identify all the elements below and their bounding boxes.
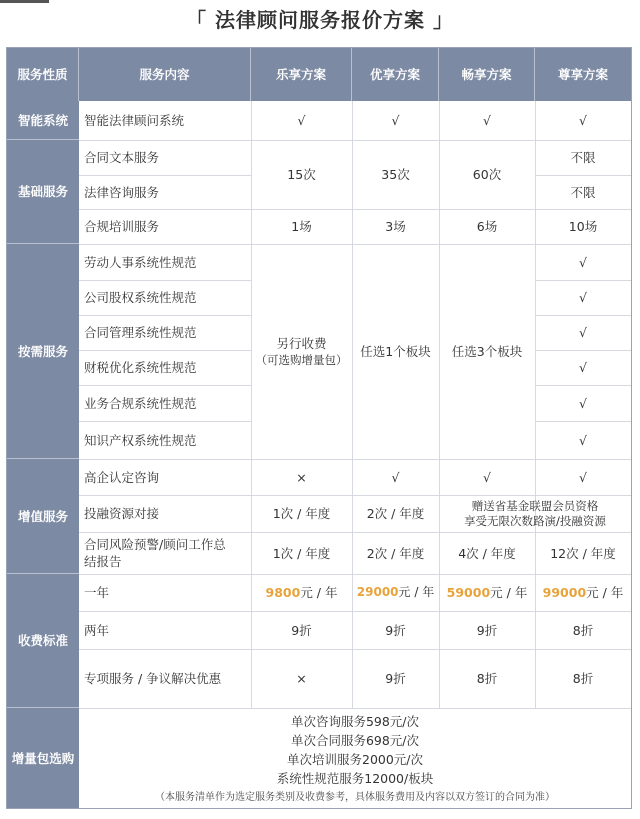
train-le: 1场 — [291, 219, 312, 234]
header-le: 乐享方案 — [251, 48, 352, 101]
ondemand-le — [251, 244, 352, 459]
service-hightech: 高企认定咨询 — [84, 469, 160, 485]
price-unit: 元 / 年 — [490, 585, 528, 600]
financing-le: 1次 / 年度 — [272, 506, 331, 521]
check-mark: √ — [579, 254, 587, 270]
check-mark: √ — [391, 113, 400, 128]
financing-merged-line2: 享受无限次数路演/投融资源 — [464, 513, 606, 528]
price-chang — [439, 574, 535, 611]
train-zun: 10场 — [568, 219, 598, 234]
two-year-you: 9折 — [385, 622, 406, 638]
two-year-le: 9折 — [291, 622, 312, 638]
risk-le: 1次 / 年度 — [272, 545, 331, 561]
check-mark: √ — [579, 469, 587, 485]
package-item: 单次培训服务2000元/次 — [286, 752, 424, 767]
price-you — [352, 574, 439, 611]
package-item: 单次合同服务698元/次 — [290, 733, 420, 748]
package-item: 系统性规范服务12000/板块 — [276, 771, 434, 786]
ondemand-le-line2: （可选购增量包） — [255, 352, 348, 367]
train-you: 3场 — [385, 219, 406, 234]
price-unit: 元 / 年 — [398, 585, 435, 599]
special-chang: 8折 — [476, 671, 498, 686]
header-content: 服务内容 — [79, 48, 251, 101]
service-contract-text: 合同文本服务 — [84, 150, 160, 165]
check-mark: √ — [579, 290, 587, 305]
ondemand-chang: 任选3个板块 — [451, 344, 523, 359]
train-chang: 6场 — [476, 219, 498, 234]
two-year-chang: 9折 — [476, 622, 498, 638]
package-item: 单次咨询服务598元/次 — [290, 714, 420, 729]
fee-one-year: 一年 — [84, 585, 110, 600]
service-smart-system: 智能法律顾问系统 — [84, 113, 185, 128]
category-value: 增值服务 — [7, 459, 79, 574]
price-unit: 元 / 年 — [586, 585, 624, 600]
risk-zun: 12次 / 年度 — [550, 545, 616, 561]
consult-quota-zun: 不限 — [570, 184, 596, 200]
service-tax: 财税优化系统性规范 — [84, 360, 197, 375]
check-mark: √ — [297, 113, 306, 128]
contract-quota-le: 15次 — [287, 167, 316, 182]
financing-merged — [439, 495, 631, 532]
two-year-zun: 8折 — [572, 622, 594, 638]
fee-two-year: 两年 — [84, 622, 110, 638]
check-mark: √ — [579, 360, 587, 375]
category-smart: 智能系统 — [7, 101, 79, 140]
category-fee: 收费标准 — [7, 574, 79, 708]
price-zun-amount: 99000 — [542, 585, 587, 600]
service-legal-consult: 法律咨询服务 — [84, 184, 160, 200]
package-list — [79, 708, 631, 790]
price-chang-amount: 59000 — [446, 585, 491, 600]
check-mark: √ — [483, 469, 491, 485]
header-you: 优享方案 — [352, 48, 439, 101]
service-risk-report: 合同风险预警/顾问工作总结报告 — [84, 537, 226, 569]
check-mark: √ — [579, 432, 587, 448]
service-contract-mgmt: 合同管理系统性规范 — [84, 325, 197, 340]
fee-special: 专项服务 / 争议解决优惠 — [84, 671, 222, 686]
service-biz-compliance: 业务合规系统性规范 — [84, 395, 197, 411]
check-mark: √ — [579, 325, 587, 340]
category-ondemand: 按需服务 — [7, 244, 79, 459]
service-compliance-train: 合规培训服务 — [84, 219, 160, 234]
price-you-amount: 29000 — [356, 585, 399, 599]
contract-quota-chang: 60次 — [472, 167, 502, 182]
cross-mark: × — [296, 469, 307, 485]
corner-mark — [0, 0, 49, 3]
service-labor: 劳动人事系统性规范 — [84, 254, 197, 270]
risk-you: 2次 / 年度 — [366, 545, 425, 561]
contract-quota-you: 35次 — [381, 167, 410, 182]
page-title: 「 法律顾问服务报价方案 」 — [186, 8, 454, 32]
check-mark: √ — [483, 113, 491, 128]
header-chang: 畅享方案 — [439, 48, 535, 101]
financing-you: 2次 / 年度 — [366, 506, 425, 521]
special-le: × — [296, 671, 307, 686]
header-nature: 服务性质 — [7, 48, 79, 101]
ondemand-le-line1: 另行收费 — [276, 335, 327, 351]
ondemand-you: 任选1个板块 — [360, 344, 431, 359]
price-le — [251, 574, 352, 611]
price-le-amount: 9800 — [265, 585, 301, 600]
quote-table — [6, 47, 632, 809]
price-zun — [535, 574, 631, 611]
category-basic: 基础服务 — [7, 140, 79, 244]
check-mark: √ — [579, 113, 587, 128]
footnote: （本服务清单作为选定服务类别及收费参考，具体服务费用及内容以双方签订的合同为准） — [155, 791, 555, 803]
special-you: 9折 — [385, 671, 406, 686]
financing-merged-line1: 赠送省基金联盟会员资格 — [471, 498, 599, 513]
price-unit: 元 / 年 — [300, 585, 338, 600]
check-mark: √ — [579, 395, 587, 411]
special-zun: 8折 — [572, 671, 594, 686]
check-mark: √ — [391, 469, 400, 485]
service-equity: 公司股权系统性规范 — [84, 290, 197, 305]
contract-quota-zun: 不限 — [570, 150, 596, 165]
risk-chang: 4次 / 年度 — [458, 545, 516, 561]
header-zun: 尊享方案 — [535, 48, 631, 101]
service-ip: 知识产权系统性规范 — [84, 432, 197, 448]
category-pack: 增量包选购 — [7, 708, 79, 808]
service-financing: 投融资源对接 — [84, 506, 160, 521]
